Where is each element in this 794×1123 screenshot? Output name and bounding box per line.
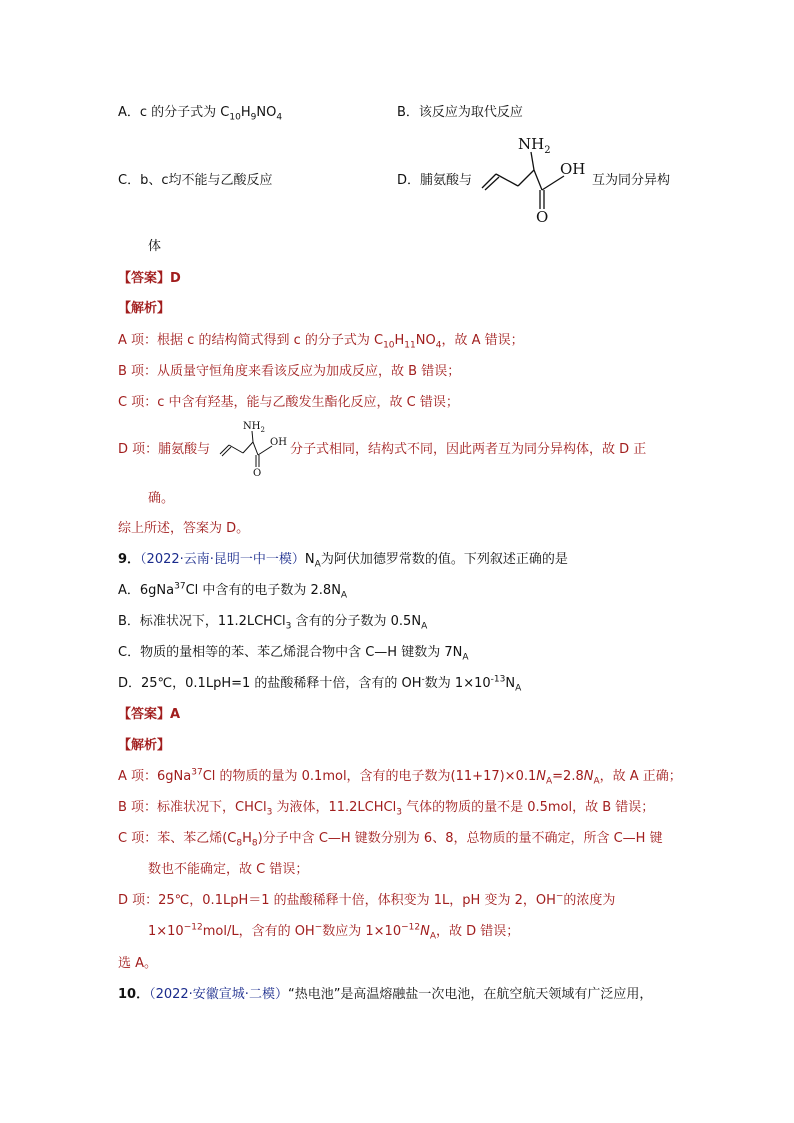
analysis-d-suffix: 分子式相同，结构式不同，因此两者互为同分异构体，故 D 正 <box>290 442 647 457</box>
analysis-d-prefix: D 项：脯氨酸与 <box>118 442 211 457</box>
svg-text:O: O <box>253 468 262 479</box>
structure-diagram-small <box>216 418 292 486</box>
option-d-prefix: D．脯氨酸与 <box>397 173 473 188</box>
option-d-suffix: 互为同分异构 <box>592 173 671 188</box>
structure-diagram-large <box>476 132 596 236</box>
q9-answer-line: 【答案】A <box>118 707 181 722</box>
answer-line: 【答案】D <box>118 271 181 286</box>
q9-option-b: B．标准状况下，11.2LCHCl$_3$ 含有的分子数为 $0.5N_A$ <box>118 614 428 632</box>
q9-analysis-b: B 项：标准状况下，CHCl$_3$ 为液体，11.2LCHCl$_3$ 气体的物质的量不是 0.5mol，故 B 错误； <box>118 800 655 818</box>
q9-option-a: A．6gNa$^{37}$Cl 中含有的电子数为 $2.8N_A$ <box>118 581 348 601</box>
analysis-d-continuation: 确。 <box>148 491 175 506</box>
option-a: A．c 的分子式为 $C_{10}H_9NO_4$ <box>118 105 283 123</box>
q9-conclusion: 选 A。 <box>118 956 158 971</box>
q9-option-d: D．25℃，0.1LpH=1 的盐酸稀释十倍，含有的 OH-数为 $1\times 10^{-13}N_A$ <box>118 674 522 694</box>
option-d-continuation: 体 <box>148 239 162 254</box>
question-9-stem: 9．（2022·云南·昆明一中一模）$N_A$为阿伏加德罗常数的值。下列叙述正确的是 <box>118 552 568 570</box>
q9-option-c: C．物质的量相等的苯、苯乙烯混合物中含 C—H 键数为 $7N_A$ <box>118 645 469 663</box>
svg-text:NH2: $NH_2$ <box>243 421 265 434</box>
summary: 综上所述，答案为 D。 <box>118 521 250 536</box>
option-c: C．b、c均不能与乙酸反应 <box>118 173 273 188</box>
analysis-a: A 项：根据 c 的结构简式得到 c 的分子式为 $C_{10}H_{11}NO_4$，故 A 错误； <box>118 333 524 351</box>
svg-text:NH2: $NH_2$ <box>518 135 551 156</box>
q9-analysis-c: C 项：苯、苯乙烯$(C_8H_8)$分子中含 C—H 键数分别为 6、8，总物质的量不确定，所含 C—H 键 <box>118 831 663 849</box>
analysis-heading: 【解析】 <box>118 301 171 316</box>
analysis-c: C 项：c 中含有羟基，能与乙酸发生酯化反应，故 C 错误； <box>118 395 459 410</box>
q9-analysis-d-continuation: $1\times 10^{-12}mol/L$，含有的 OH−数应为 $1\times 10^{-12}N_A$，故 D 错误； <box>148 922 520 942</box>
q9-analysis-heading: 【解析】 <box>118 738 171 753</box>
q9-analysis-c-continuation: 数也不能确定，故 C 错误； <box>148 862 309 877</box>
svg-text:OH: OH <box>270 437 287 448</box>
question-10-stem: 10．（2022·安徽宣城·二模）“热电池”是高温熔融盐一次电池，在航空航天领域有广泛应用， <box>118 987 653 1002</box>
option-b: B．该反应为取代反应 <box>397 105 523 120</box>
analysis-b: B 项：从质量守恒角度来看该反应为加成反应，故 B 错误； <box>118 364 461 379</box>
svg-text:OH: OH <box>560 160 586 178</box>
q9-analysis-a: A 项：6gNa$^{37}$Cl 的物质的量为 0.1mol，含有的电子数为$(11+17)\times 0.1N_A=2.8N_A$，故 A 正确； <box>118 767 682 787</box>
q9-analysis-d: D 项：25℃，0.1LpH＝1 的盐酸稀释十倍，体积变为 1L，pH 变为 2，OH−的浓度为 <box>118 891 616 908</box>
svg-text:O: O <box>536 208 549 226</box>
